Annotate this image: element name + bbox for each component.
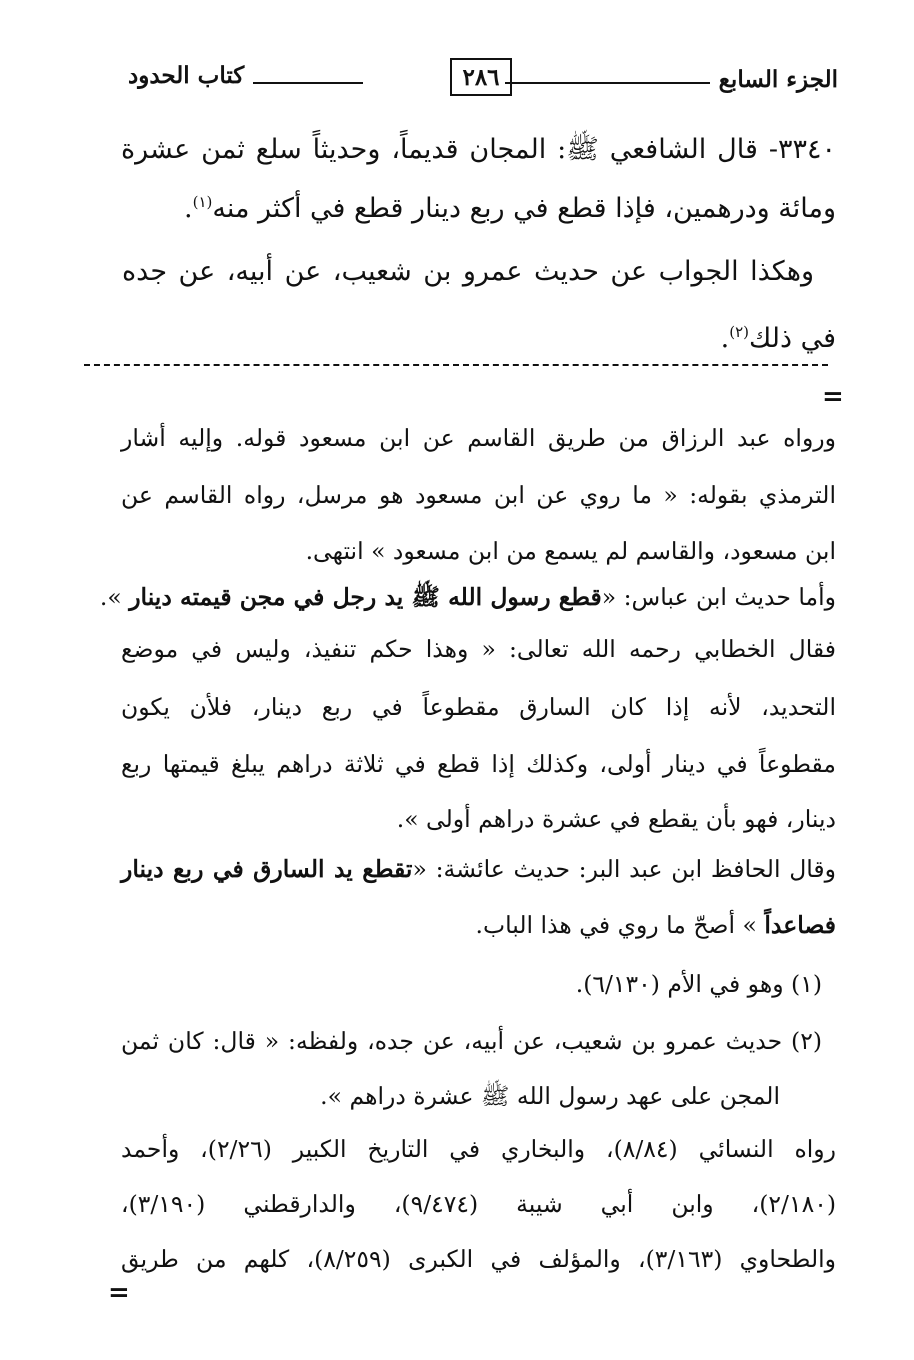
footnote-2-line-1: (٢) حديث عمرو بن شعيب، عن أبيه، عن جده، ولفظه: « قال: كان ثمن xyxy=(121,1027,822,1055)
book-title: كتاب الحدود xyxy=(128,62,245,89)
footnote-2-line-4: (٢/١٨٠)، وابن أبي شيبة (٩/٤٧٤)، والدارقطني (٣/١٩٠)، xyxy=(121,1190,836,1218)
footnote-prior-line-1: ورواه عبد الرزاق من طريق القاسم عن ابن مسعود قوله. وإليه أشار xyxy=(121,424,836,452)
main-text-line-4 xyxy=(721,323,836,354)
main-text-line-4-text: في ذلك xyxy=(749,323,836,354)
footnote-prior-line-9 xyxy=(121,855,836,883)
footnote-separator xyxy=(84,364,828,366)
footnote-ref-2: (٢) xyxy=(729,323,749,341)
main-text-line-1: ٣٣٤٠- قال الشافعي ﷺ: المجان قديماً، وحديثاً سلع ثمن عشرة xyxy=(121,134,836,165)
page-number: ٢٨٦ xyxy=(450,58,512,96)
sentence-end: . xyxy=(184,193,193,224)
footnote-prior-line-10 xyxy=(476,911,836,939)
quote-close: ». xyxy=(99,583,130,611)
footnote-2-line-2: المجن على عهد رسول الله ﷺ عشرة دراهم ». xyxy=(320,1082,780,1110)
footnote-prior-line-4 xyxy=(100,583,836,617)
header-rule-right xyxy=(505,82,710,84)
footnote-prior-line-8: دينار، فهو بأن يقطع في عشرة دراهم أولى ». xyxy=(396,805,836,833)
footnote-prior-line-2: الترمذي بقوله: « ما روي عن ابن مسعود هو مرسل، رواه القاسم عن xyxy=(121,481,836,509)
footnote-prior-line-7: مقطوعاً في دينار أولى، وكذلك إذا قطع في ثلاثة دراهم يبلغ قيمتها ربع xyxy=(121,750,836,778)
quoted-hadith: قطع رسول الله ﷺ يد رجل في مجن قيمته دينار xyxy=(129,583,602,611)
footnote-prior-line-5: فقال الخطابي رحمه الله تعالى: « وهذا حكم تنفيذ، وليس في موضع xyxy=(121,635,836,663)
quote-open: وقال الحافظ ابن عبد البر: حديث عائشة: « xyxy=(412,855,837,883)
footnote-prior-line-3: ابن مسعود، والقاسم لم يسمع من ابن مسعود » انتهى. xyxy=(305,537,836,565)
quoted-hadith-end: فصاعداً xyxy=(764,911,836,939)
volume-title: الجزء السابع xyxy=(718,66,838,93)
footnote-2-line-3: رواه النسائي (٨/٨٤)، والبخاري في التاريخ الكبير (٢/٢٦)، وأحمد xyxy=(121,1135,836,1163)
main-text-line-3: وهكذا الجواب عن حديث عمرو بن شعيب، عن أبيه، عن جده xyxy=(122,256,814,287)
quoted-hadith: تقطع يد السارق في ربع دينار xyxy=(121,855,413,883)
footnote-prior-line-6: التحديد، لأنه إذا كان السارق مقطوعاً في ربع دينار، فلأن يكون xyxy=(121,693,836,721)
header-rule-left xyxy=(253,82,363,84)
main-text-line-2 xyxy=(184,193,836,224)
quote-close: » أصحّ ما روي في هذا الباب. xyxy=(475,911,765,939)
running-header xyxy=(118,58,838,100)
sentence-end: . xyxy=(720,323,730,354)
footnote-1: (١) وهو في الأم (٦/١٣٠). xyxy=(575,970,822,998)
continuation-mark-top: = xyxy=(822,382,844,412)
continuation-mark-bottom: = xyxy=(108,1278,130,1308)
quote-open: وأما حديث ابن عباس: « xyxy=(601,583,836,611)
footnote-ref-1: (١) xyxy=(192,193,213,211)
main-text-line-2-text: ومائة ودرهمين، فإذا قطع في ربع دينار قطع في أكثر منه xyxy=(212,193,836,224)
footnote-2-line-5: والطحاوي (٣/١٦٣)، والمؤلف في الكبرى (٨/٢٥٩)، كلهم من طريق xyxy=(121,1245,836,1273)
